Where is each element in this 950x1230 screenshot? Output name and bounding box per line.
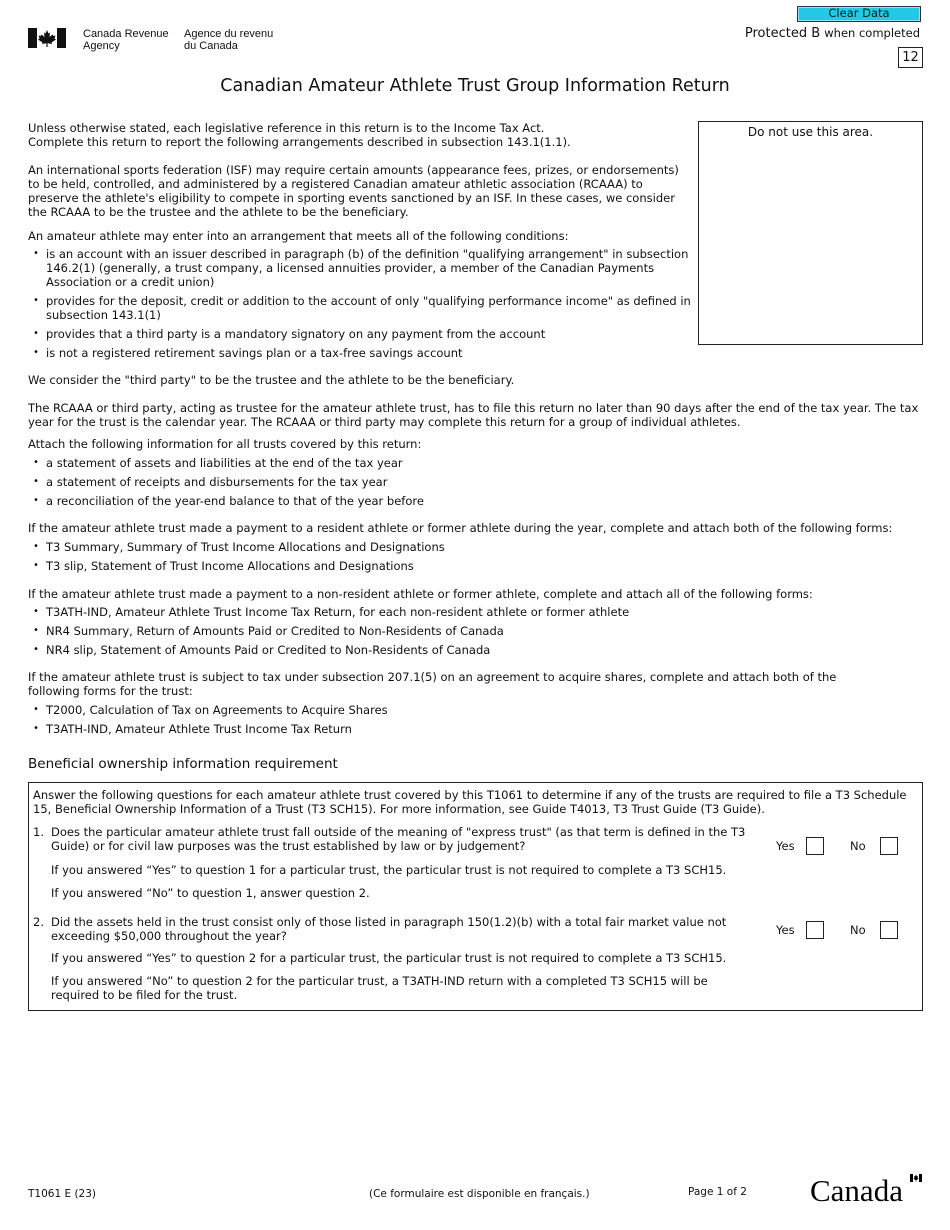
question-2-number: 2. <box>33 915 44 929</box>
conditions-list <box>28 247 693 365</box>
question-1-no-label: No <box>850 839 866 853</box>
question-2-yes-label: Yes <box>776 923 795 937</box>
resident-forms-list <box>28 540 923 578</box>
protected-b-label <box>745 26 920 41</box>
list-item: • T3 Summary, Summary of Trust Income Allocations and Designations <box>28 540 923 554</box>
question-1-yes-checkbox[interactable] <box>806 837 824 855</box>
question-1-yes-note: If you answered “Yes” to question 1 for a particular trust, the particular trust is not required to complete a T3 SCH15. <box>51 863 727 877</box>
intro-purpose: Complete this return to report the following arrangements described in subsection 143.1(1.1). <box>28 135 571 149</box>
canada-wordmark-logo <box>810 1172 922 1204</box>
list-item: • provides that a third party is a mandatory signatory on any payment from the account <box>28 327 693 341</box>
page-title: Canadian Amateur Athlete Trust Group Information Return <box>220 76 730 96</box>
beneficial-intro: Answer the following questions for each amateur athlete trust covered by this T1061 to determine if any of the trusts are required to file a T3 Schedule 15, Beneficial Ownership Information of a Trust (T3 SCH15). For more information, see Guide T4013, T3 Trust Guide (T3 Guide). <box>33 788 907 816</box>
list-item: • T2000, Calculation of Tax on Agreements to Acquire Shares <box>28 703 923 717</box>
beneficial-ownership-box <box>28 782 923 1011</box>
wordmark-flag-icon <box>910 1174 922 1182</box>
list-item: • is not a registered retirement savings plan or a tax-free savings account <box>28 346 693 360</box>
page-number: Page 1 of 2 <box>688 1186 747 1198</box>
canada-flag-icon <box>28 28 66 48</box>
list-item: • NR4 Summary, Return of Amounts Paid or Credited to Non-Residents of Canada <box>28 624 923 638</box>
list-item: • T3 slip, Statement of Trust Income Allocations and Designations <box>28 559 923 573</box>
clear-data-button[interactable]: Clear Data <box>797 6 921 22</box>
question-2-no-note: If you answered “No” to question 2 for the particular trust, a T3ATH-IND return with a completed T3 SCH15 will be required to be filed for the trust. <box>51 974 708 1002</box>
attach-lead: Attach the following information for all trusts covered by this return: <box>28 437 422 451</box>
question-1-no-note: If you answered “No” to question 1, answer question 2. <box>51 886 370 900</box>
list-item: • T3ATH-IND, Amateur Athlete Trust Income Tax Return <box>28 722 923 736</box>
question-2-yes-checkbox[interactable] <box>806 921 824 939</box>
intro-paragraph-1 <box>28 121 693 149</box>
question-1-yes-label: Yes <box>776 839 795 853</box>
agency-fr-line-2: du Canada <box>184 40 238 52</box>
filing-deadline-paragraph: The RCAAA or third party, acting as trustee for the amateur athlete trust, has to file this return no later than 90 days after the end of the tax year. The tax year for the trust is the calendar year. The RCAAA or third party may complete this return for a group of individual athletes. <box>28 401 919 429</box>
agency-en-line-1: Canada Revenue <box>83 28 169 40</box>
agency-name-french <box>184 28 273 52</box>
question-1-text: Does the particular amateur athlete trust fall outside of the meaning of "express trust" (as that term is defined in the T3 Guide) or for civil law purposes was the trust established by law or by judgement? <box>51 825 746 853</box>
agency-en-line-2: Agency <box>83 40 120 52</box>
question-2-no-checkbox[interactable] <box>880 921 898 939</box>
nonresident-athlete-lead: If the amateur athlete trust made a payment to a non-resident athlete or former athlete, complete and attach all of the following forms: <box>28 587 813 601</box>
third-party-paragraph: We consider the "third party" to be the trustee and the athlete to be the beneficiary. <box>28 373 515 387</box>
list-item: • provides for the deposit, credit or addition to the account of only "qualifying performance income" as defined in subsection 143.1(1) <box>28 294 693 322</box>
list-item: • a statement of receipts and disbursements for the tax year <box>28 475 923 489</box>
wordmark-text: Canada <box>810 1173 903 1204</box>
question-2-no-label: No <box>850 923 866 937</box>
list-item: • is an account with an issuer described in paragraph (b) of the definition "qualifying arrangement" in subsection 146.2(1) (generally, a trust company, a licensed annuities provider, a member of the Canadian Payments Association or a credit union) <box>28 247 693 289</box>
french-availability-note: (Ce formulaire est disponible en français.) <box>369 1188 590 1200</box>
list-item: • NR4 slip, Statement of Amounts Paid or Credited to Non-Residents of Canada <box>28 643 923 657</box>
protected-text: Protected B <box>744 26 821 41</box>
list-item: • a reconciliation of the year-end balance to that of the year before <box>28 494 923 508</box>
conditions-lead: An amateur athlete may enter into an arrangement that meets all of the following conditions: <box>28 229 569 243</box>
form-code-box: 12 <box>898 47 923 68</box>
resident-athlete-lead: If the amateur athlete trust made a payment to a resident athlete or former athlete during the year, complete and attach both of the following forms: <box>28 521 893 535</box>
list-item: • T3ATH-IND, Amateur Athlete Trust Income Tax Return, for each non-resident athlete or former athlete <box>28 605 923 619</box>
question-1-no-checkbox[interactable] <box>880 837 898 855</box>
list-item: • a statement of assets and liabilities at the end of the tax year <box>28 456 923 470</box>
intro-paragraph-isf: An international sports federation (ISF) may require certain amounts (appearance fees, prizes, or endorsements) to be held, controlled, and administered by a registered Canadian amateur athletic association (RCAAA) to preserve the athlete's eligibility to compete in sporting events sanctioned by an ISF. In these cases, we consider the RCAAA to be the trustee and the athlete to be the beneficiary. <box>28 163 679 219</box>
question-2-text: Did the assets held in the trust consist only of those listed in paragraph 150(1.2)(b) with a total fair market value not exceeding $50,000 throughout the year? <box>51 915 727 943</box>
attach-list <box>28 456 923 513</box>
protected-when-completed: when completed <box>824 26 920 40</box>
shares-forms-list <box>28 703 923 741</box>
office-use-label: Do not use this area. <box>747 125 874 139</box>
question-2-yes-note: If you answered “Yes” to question 2 for a particular trust, the particular trust is not required to complete a T3 SCH15. <box>51 951 727 965</box>
question-1-number: 1. <box>33 825 44 839</box>
agency-fr-line-1: Agence du revenu <box>184 28 274 40</box>
beneficial-ownership-heading: Beneficial ownership information requirement <box>28 756 338 772</box>
shares-agreement-lead: If the amateur athlete trust is subject to tax under subsection 207.1(5) on an agreement to acquire shares, complete and attach both of the following forms for the trust: <box>28 670 837 698</box>
intro-legislative-reference: Unless otherwise stated, each legislative reference in this return is to the Income Tax Act. <box>28 121 545 135</box>
nonresident-forms-list <box>28 605 923 662</box>
agency-name-english <box>83 28 169 52</box>
form-code: T1061 E (23) <box>28 1188 96 1200</box>
office-use-area <box>698 121 923 345</box>
